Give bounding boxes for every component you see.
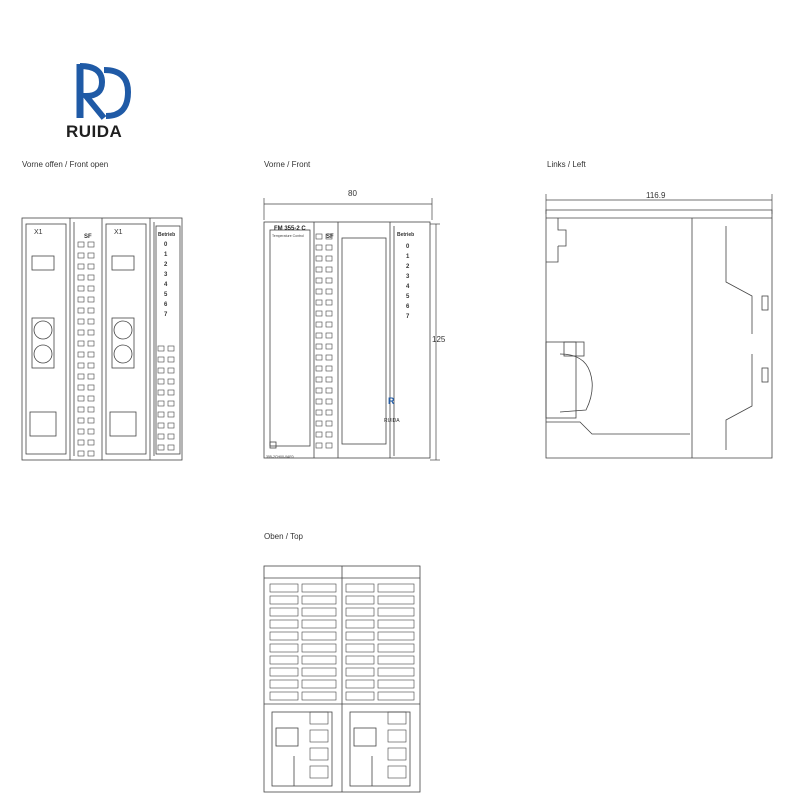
terminal-row [346, 620, 374, 628]
watermark-logo-mark: R [388, 396, 395, 406]
module-sublabel: Temperature Control [272, 234, 304, 238]
terminal-row [302, 644, 336, 652]
channel-number-3: 3 [406, 274, 410, 280]
terminal [168, 346, 174, 351]
ruida-logo [76, 60, 132, 120]
channel-number-4: 4 [406, 284, 410, 290]
terminal-row [378, 644, 414, 652]
terminal [316, 333, 322, 338]
terminal [326, 245, 332, 250]
terminal [88, 286, 94, 291]
terminal [88, 253, 94, 258]
terminal-row [346, 656, 374, 664]
terminal [78, 374, 84, 379]
terminal [158, 412, 164, 417]
terminal [316, 322, 322, 327]
terminal [168, 368, 174, 373]
terminal [78, 341, 84, 346]
terminal [88, 341, 94, 346]
terminal [168, 412, 174, 417]
channel-number-6: 6 [164, 302, 168, 308]
terminal-row [378, 632, 414, 640]
terminal [88, 374, 94, 379]
terminal [326, 421, 332, 426]
order-number: 355-2CH00-0AE0 [266, 455, 294, 459]
terminal-row [302, 680, 336, 688]
height-dimension: 125 [432, 335, 446, 344]
terminal [316, 267, 322, 272]
module-label: FM 355-2 C [274, 226, 306, 232]
terminal [326, 267, 332, 272]
terminal [316, 366, 322, 371]
terminal [158, 434, 164, 439]
terminal-row [378, 656, 414, 664]
terminal [78, 330, 84, 335]
terminal-row [302, 596, 336, 604]
terminal-row [378, 680, 414, 688]
slot-label-1: X1 [34, 229, 43, 236]
terminal-row [346, 692, 374, 700]
terminal [326, 311, 332, 316]
terminal [78, 264, 84, 269]
terminal [88, 330, 94, 335]
top-view [258, 562, 428, 796]
channel-number-0: 0 [164, 242, 168, 248]
terminal-row [270, 584, 298, 592]
terminal [88, 275, 94, 280]
terminal [88, 418, 94, 423]
terminal-row [378, 608, 414, 616]
terminal [158, 346, 164, 351]
terminal [158, 423, 164, 428]
terminal-strip-front [316, 234, 332, 448]
terminal [88, 242, 94, 247]
terminal [78, 429, 84, 434]
sf-label-open: SF [84, 234, 92, 240]
channel-number-7: 7 [164, 312, 168, 318]
terminal-row [346, 596, 374, 604]
depth-dimension: 116.9 [646, 191, 666, 200]
terminal [88, 440, 94, 445]
terminal-row [302, 656, 336, 664]
terminal [168, 379, 174, 384]
terminal [316, 410, 322, 415]
terminal [326, 399, 332, 404]
view-title-open: Vorne offen / Front open [22, 160, 109, 169]
terminal-row [270, 596, 298, 604]
terminal [88, 407, 94, 412]
terminal [88, 319, 94, 324]
terminal-row [388, 748, 406, 760]
terminal-row [310, 712, 328, 724]
terminal-row [378, 596, 414, 604]
terminal-row [310, 766, 328, 778]
terminal [88, 451, 94, 456]
status-label-open: Betrieb [158, 232, 176, 238]
terminal [78, 440, 84, 445]
channel-number-1: 1 [164, 252, 168, 258]
terminal [78, 407, 84, 412]
terminal [316, 344, 322, 349]
view-title-left: Links / Left [547, 160, 586, 169]
terminal-row [270, 620, 298, 628]
terminal [326, 289, 332, 294]
terminal [316, 245, 322, 250]
terminal-row [270, 632, 298, 640]
terminal [326, 443, 332, 448]
terminal [316, 443, 322, 448]
terminal [168, 401, 174, 406]
terminal-row [270, 680, 298, 688]
terminal-row [346, 644, 374, 652]
terminal-row [346, 608, 374, 616]
terminal [88, 297, 94, 302]
terminal [88, 385, 94, 390]
terminal [158, 390, 164, 395]
left-view [540, 186, 780, 466]
terminal [316, 278, 322, 283]
terminal-row [310, 730, 328, 742]
terminal-row [302, 692, 336, 700]
channel-number-6: 6 [406, 304, 410, 310]
terminal [316, 355, 322, 360]
terminal [88, 352, 94, 357]
terminal-row [346, 668, 374, 676]
terminal-row [270, 608, 298, 616]
channel-number-4: 4 [164, 282, 168, 288]
terminal [88, 429, 94, 434]
channel-number-5: 5 [406, 294, 410, 300]
terminal-row [378, 668, 414, 676]
terminal-row [346, 584, 374, 592]
terminal [78, 275, 84, 280]
terminal [78, 418, 84, 423]
terminal [88, 264, 94, 269]
terminal [78, 253, 84, 258]
terminal-row [346, 680, 374, 688]
terminal [326, 256, 332, 261]
terminal [316, 377, 322, 382]
terminal-row [378, 692, 414, 700]
terminal [88, 308, 94, 313]
terminal-row [302, 584, 336, 592]
terminal-row [302, 668, 336, 676]
terminal [326, 388, 332, 393]
terminal [326, 300, 332, 305]
slot-label-2: X1 [114, 229, 123, 236]
channel-number-7: 7 [406, 314, 410, 320]
front-view [258, 190, 458, 466]
terminal-row [270, 668, 298, 676]
terminal [168, 445, 174, 450]
terminal-row [346, 632, 374, 640]
terminal [326, 344, 332, 349]
sf-label-front: SF [326, 234, 334, 240]
terminal [316, 234, 322, 239]
terminal-row [270, 692, 298, 700]
terminal [326, 278, 332, 283]
terminal-row [302, 620, 336, 628]
terminal [326, 355, 332, 360]
terminal [78, 308, 84, 313]
channel-number-2: 2 [164, 262, 168, 268]
terminal-row [270, 644, 298, 652]
terminal-row [388, 766, 406, 778]
front-open-view [18, 212, 188, 464]
status-label-front: Betrieb [397, 232, 415, 238]
channel-number-0: 0 [406, 244, 410, 250]
terminal [326, 432, 332, 437]
ruida-logo-mark [76, 60, 132, 120]
terminal [316, 289, 322, 294]
terminal-row [378, 584, 414, 592]
channel-numbers-front [406, 244, 410, 320]
terminal [158, 357, 164, 362]
terminal [78, 352, 84, 357]
width-dimension: 80 [348, 190, 357, 198]
terminal [326, 410, 332, 415]
view-title-top: Oben / Top [264, 532, 303, 541]
terminal [78, 396, 84, 401]
channel-number-3: 3 [164, 272, 168, 278]
terminal [78, 363, 84, 368]
terminal-row [302, 632, 336, 640]
terminal-row [388, 712, 406, 724]
terminal [78, 242, 84, 247]
terminal [316, 256, 322, 261]
terminal [158, 401, 164, 406]
terminal-row [270, 656, 298, 664]
terminal [326, 322, 332, 327]
watermark-logo-text: RUIDA [384, 418, 400, 424]
channel-numbers-open [164, 242, 168, 318]
terminal [326, 333, 332, 338]
terminal [326, 366, 332, 371]
terminal [316, 300, 322, 305]
terminal [78, 319, 84, 324]
ruida-logo-text: RUIDA [66, 122, 123, 141]
terminal [316, 311, 322, 316]
terminal [88, 363, 94, 368]
terminal [158, 379, 164, 384]
terminal [88, 396, 94, 401]
terminal-row [378, 620, 414, 628]
terminal-row [388, 730, 406, 742]
terminal [326, 377, 332, 382]
terminal [168, 434, 174, 439]
terminal [316, 388, 322, 393]
terminal [316, 421, 322, 426]
terminal [316, 399, 322, 404]
channel-number-5: 5 [164, 292, 168, 298]
terminal-row [302, 608, 336, 616]
terminal [168, 423, 174, 428]
terminal [78, 385, 84, 390]
terminal [316, 432, 322, 437]
terminal-row [310, 748, 328, 760]
terminal-strip-left [78, 242, 94, 456]
terminal [78, 297, 84, 302]
terminal [168, 390, 174, 395]
terminal [78, 286, 84, 291]
terminal [158, 368, 164, 373]
view-title-front: Vorne / Front [264, 160, 311, 169]
terminal [158, 445, 164, 450]
channel-number-1: 1 [406, 254, 410, 260]
terminal [168, 357, 174, 362]
terminal [78, 451, 84, 456]
channel-number-2: 2 [406, 264, 410, 270]
terminal-strip-right [158, 346, 174, 450]
